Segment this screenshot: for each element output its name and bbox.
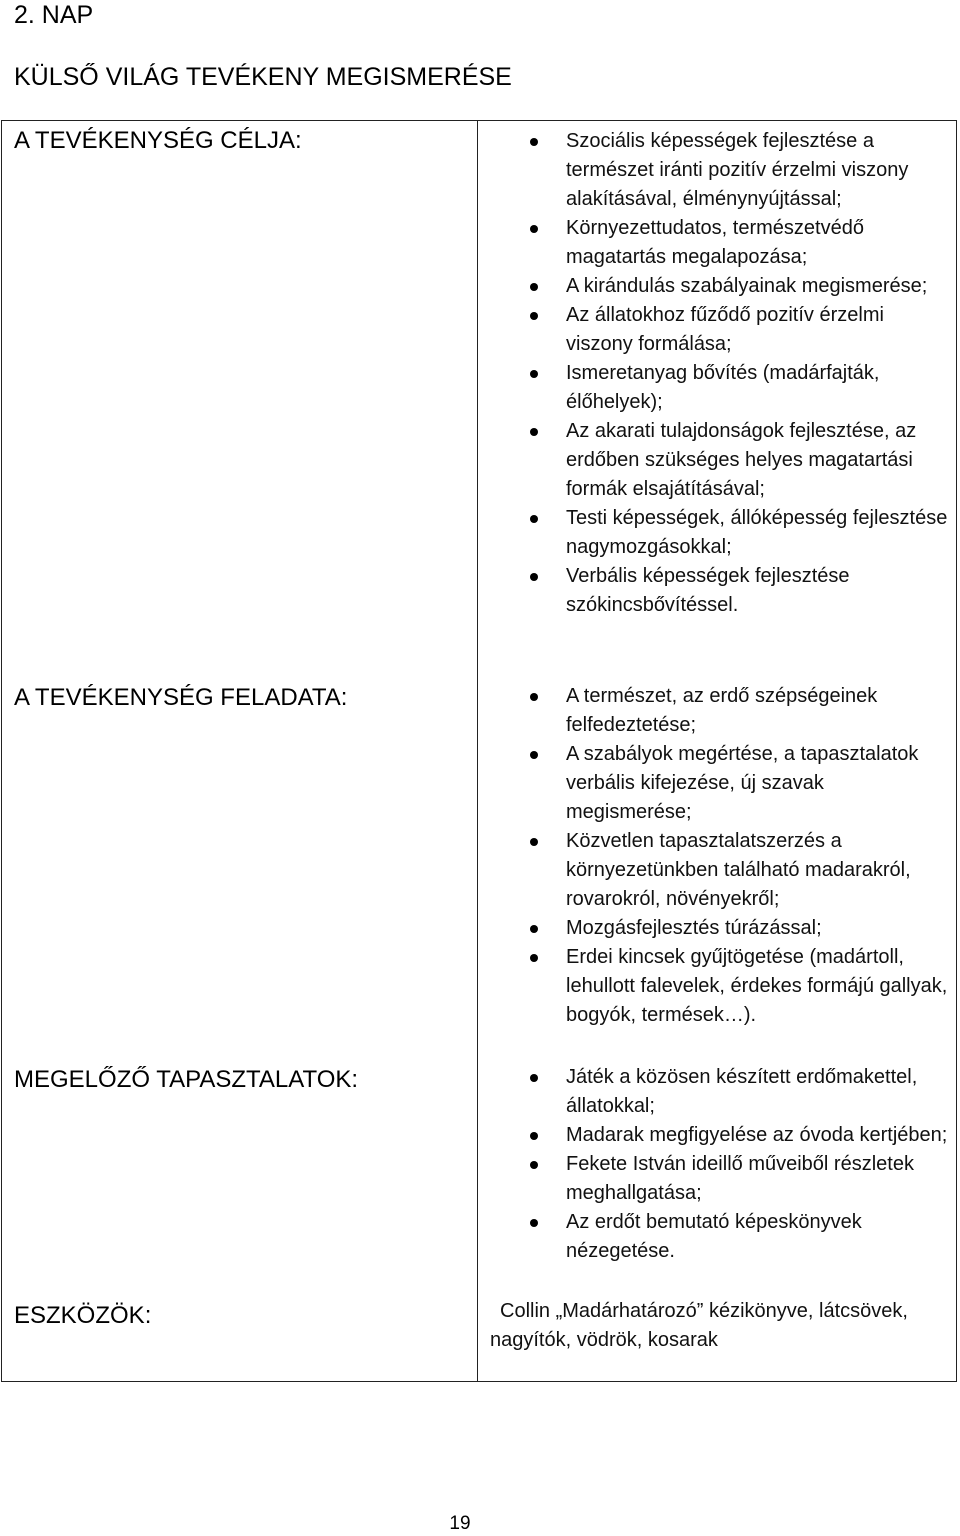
tools-label: ESZKÖZÖK: — [14, 1302, 152, 1329]
task-item: A természet, az erdő szépségeinek felfedeztetése; — [490, 682, 950, 740]
task-label: A TEVÉKENYSÉG FELADATA: — [14, 684, 348, 711]
goal-item: Ismeretanyag bővítés (madárfajták, élőhelyek); — [490, 359, 950, 417]
prior-experience-item: Játék a közösen készített erdőmakettel, állatokkal; — [490, 1063, 950, 1121]
goal-list — [490, 127, 950, 620]
topic-heading: KÜLSŐ VILÁG TEVÉKENY MEGISMERÉSE — [14, 63, 512, 91]
goal-item: Az akarati tulajdonságok fejlesztése, az erdőben szükséges helyes magatartási formák elsajátításával; — [490, 417, 950, 504]
task-item: Mozgásfejlesztés túrázással; — [490, 914, 950, 943]
prior-experience-label: MEGELŐZŐ TAPASZTALATOK: — [14, 1066, 359, 1093]
task-item: Közvetlen tapasztalatszerzés a környezetünkben található madarakról, rovarokról, növényekről; — [490, 827, 950, 914]
page-number: 19 — [449, 1513, 471, 1534]
prior-experience-list — [490, 1063, 950, 1266]
day-heading: 2. NAP — [14, 1, 94, 29]
goal-item: Testi képességek, állóképesség fejlesztése nagymozgásokkal; — [490, 504, 950, 562]
prior-experience-item: Madarak megfigyelése az óvoda kertjében; — [490, 1121, 950, 1150]
goal-item: Az állatokhoz fűződő pozitív érzelmi viszony formálása; — [490, 301, 950, 359]
tools-text: Collin „Madárhatározó” kézikönyve, látcsövek, nagyítók, vödrök, kosarak — [490, 1300, 908, 1351]
task-item: Erdei kincsek gyűjtögetése (madártoll, lehullott falevelek, érdekes formájú gallyak, bogyók, termések…). — [490, 943, 950, 1030]
task-list — [490, 682, 950, 1030]
goal-item: Környezettudatos, természetvédő magatartás megalapozása; — [490, 214, 950, 272]
goal-item: A kirándulás szabályainak megismerése; — [490, 272, 950, 301]
goal-item: Szociális képességek fejlesztése a természet iránti pozitív érzelmi viszony alakításával, élménynyújtással; — [490, 127, 950, 214]
column-divider — [477, 121, 478, 1381]
activity-plan-table — [1, 120, 957, 1382]
prior-experience-item: Az erdőt bemutató képeskönyvek nézegetése. — [490, 1208, 950, 1266]
prior-experience-item: Fekete István ideillő műveiből részletek meghallgatása; — [490, 1150, 950, 1208]
goal-label: A TEVÉKENYSÉG CÉLJA: — [14, 127, 302, 154]
goal-item: Verbális képességek fejlesztése szókincsbővítéssel. — [490, 562, 950, 620]
task-item: A szabályok megértése, a tapasztalatok verbális kifejezése, új szavak megismerése; — [490, 740, 950, 827]
